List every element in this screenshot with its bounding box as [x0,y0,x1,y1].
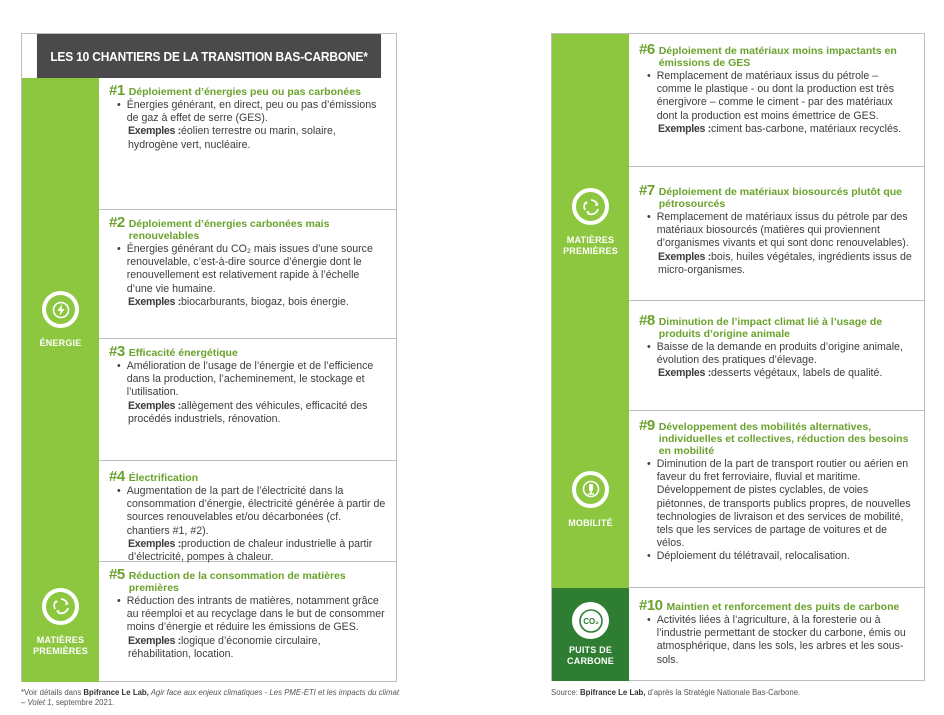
chantier-title: Déploiement d’énergies peu ou pas carbonées [128,86,361,98]
category-label: ÉNERGIE [39,338,82,348]
recycle-icon [42,588,79,625]
chantier-description: Réduction des intrants de matières, notamment grâce au réemploi et au recyclage dans le but de consommer moins d’énergie et réduire les émissions de GES. [126,595,385,634]
category-energie [22,78,99,562]
chantier-description: Baisse de la demande en produits d’origine animale, évolution des pratiques d’élevage. [656,341,903,367]
category-label: MATIÈRES PREMIÈRES [563,235,618,256]
chantier-number: #9 [639,417,655,434]
footnote-title: Agir face aux enjeux climatiques - Les PME-ETI et les impacts du climat – Volet 1, [21,688,400,707]
chantier-4: #4 Électrification • Augmentation de la part de l’électricité dans la consommation d’énergie, électricité générée à partir de sources renouvelables et/ou décarbonées (cf. chantiers #1, #2). Exemples :production de chaleur industrielle à partir d’électricité, pompes à chaleur. [99,461,396,562]
examples-text: bois, huiles végétales, ingrédients issus de micro-organismes. [658,250,912,276]
chantier-description: Amélioration de l’usage de l’énergie et de l’efficience dans la production, l’acheminement, le stockage et l’utilisation. [126,360,374,399]
chantier-title: Réduction de la consommation de matières premières [128,570,346,594]
chantier-description: Diminution de la part de transport routier ou aérien en faveur du fret ferroviaire, fluvial et maritime. Développement de pistes cyclables, de voies piétonnes, de transports publics propres, de nouvelles technologies de livraison et des services de mobilité, tels que les services de partage de voitures et de vélos. [656,458,911,550]
examples-text: ciment bas-carbone, matériaux recyclés. [710,122,902,135]
left-panel [21,33,397,682]
right-panel [551,33,925,681]
chantier-description: Augmentation de la part de l’électricité dans la consommation d’énergie, électricité générée à partir de sources renouvelables et/ou décarbonées (cf. chantiers #1, #2). [126,485,386,537]
examples-label: Exemples : [658,250,711,263]
chantier-8: #8 Diminution de l’impact climat lié à l’usage de produits d’origine animale • Baisse de la demande en produits d’origine animale, évolution des pratiques d’élevage. Exemples :desserts végétaux, labels de qualité. [629,301,924,411]
category-matieres-premieres [552,34,629,411]
chantier-title: Développement des mobilités alternatives, individuelles et collectives, réduction des besoins en mobilité [658,421,909,457]
examples-text: logique d’économie circulaire, réhabilitation, location. [128,634,321,660]
mobility-icon [572,471,609,508]
chantier-number: #4 [109,468,125,485]
chantier-title: Diminution de l’impact climat lié à l’usage de produits d’origine animale [658,316,883,340]
examples-label: Exemples : [658,367,711,380]
chantier-title: Déploiement de matériaux biosourcés plutôt que pétrosourcés [658,186,902,210]
examples-text: éolien terrestre ou marin, solaire, hydrogène vert, nucléaire. [128,125,336,151]
svg-text:CO₂: CO₂ [582,616,599,626]
chantier-description: Remplacement de matériaux issus du pétrole par des matériaux biosourcés (matières qui proviennent d’organismes vivants et qui sont donc renouvelables). [656,211,909,250]
category-label: PUITS DE CARBONE [567,645,614,666]
chantier-title: Déploiement d’énergies carbonées mais renouvelables [128,218,330,242]
examples-label: Exemples : [658,122,711,135]
chantier-description-2: Déploiement du télétravail, relocalisation. [656,550,850,563]
chantier-description: Énergies générant, en direct, peu ou pas d’émissions de gaz à effet de serre (GES). [126,99,377,125]
examples-text: allègement des véhicules, efficacité des procédés industriels, rénovation. [128,399,368,425]
chantier-title: Maintien et renforcement des puits de carbone [666,601,900,613]
right-footnote: Source: Bpifrance Le Lab, d’après la Stratégie Nationale Bas-Carbone. [551,688,801,697]
examples-text: production de chaleur industrielle à partir d’électricité, pompes à chaleur. [128,537,373,564]
chantier-2: #2 Déploiement d’énergies carbonées mais renouvelables • Énergies générant du CO₂ mais issues d’une source renouvelable, c’est-à-dire source d’énergie dont le renouvellement est relativement rapide à l’échelle d’une vie humaine. Exemples :biocarburants, biogaz, bois énergie. [99,210,396,339]
examples-label: Exemples : [128,125,181,138]
examples-label: Exemples : [128,634,181,647]
chantier-10: #10 Maintien et renforcement des puits de carbone • Activités liées à l’agriculture, à la foresterie ou à l’industrie permettant de stocker du carbone, émis ou atmosphérique, dans les sols, les arbres et les sous-sols. [629,588,924,681]
chantier-title: Efficacité énergétique [128,347,238,359]
chantier-number: #3 [109,343,125,360]
chantier-5: #5 Réduction de la consommation de matières premières • Réduction des intrants de matières, notamment grâce au réemploi et au recyclage dans le but de consommer moins d’énergie et réduire les émissions de GES. Exemples :logique d’économie circulaire, réhabilitation, location. [109,566,385,660]
footnote-source: Bpifrance Le Lab, [580,688,646,697]
category-label: MATIÈRES PREMIÈRES [33,634,88,656]
chantier-6: #6 Déploiement de matériaux moins impactants en émissions de GES • Remplacement de matériaux issus du pétrole – comme le plastique - ou dont la production est très énergivore – comme le ciment - par des matériaux dont la production est moins émettrice de GES. Exemples :ciment bas-carbone, matériaux recyclés. [629,34,924,167]
page-title: LES 10 CHANTIERS DE LA TRANSITION BAS-CARBONE* [37,34,381,78]
category-matieres-premieres [22,562,99,682]
chantier-3: #3 Efficacité énergétique • Amélioration de l’usage de l’énergie et de l’efficience dans la production, l’acheminement, le stockage et l’utilisation. Exemples :allègement des véhicules, efficacité des procédés industriels, rénovation. [99,339,396,461]
footnote-source: Bpifrance Le Lab, [83,688,149,697]
chantier-1: #1 Déploiement d’énergies peu ou pas carbonées • Énergies générant, en direct, peu ou pas d’émissions de gaz à effet de serre (GES). Exemples :éolien terrestre ou marin, solaire, hydrogène vert, nucléaire. [99,78,396,210]
chantier-number: #1 [109,82,125,99]
examples-label: Exemples : [128,295,181,308]
chantier-title: Déploiement de matériaux moins impactants en émissions de GES [658,45,897,69]
category-mobilite [552,411,629,588]
chantier-description: Activités liées à l’agriculture, à la foresterie ou à l’industrie permettant de stocker du carbone, émis ou atmosphérique, dans les sols, les arbres et les sous-sols. [656,614,906,666]
chantier-number: #2 [109,214,125,231]
examples-text: biocarburants, biogaz, bois énergie. [180,295,349,308]
lightning-icon [42,291,79,328]
chantier-description: Remplacement de matériaux issus du pétrole – comme le plastique - ou dont la production est très énergivore – comme le ciment - par des matériaux dont la production est moins émettrice de GES. [656,70,895,122]
chantier-number: #6 [639,41,655,58]
examples-label: Exemples : [128,399,181,412]
co2-icon [572,602,609,639]
chantier-number: #8 [639,312,655,329]
chantier-number: #10 [639,597,663,614]
left-footnote: *Voir détails dans Bpifrance Le Lab, Agir face aux enjeux climatiques - Les PME-ETI et les impacts du climat – Volet 1, septembre 2021. [21,688,400,707]
chantier-title: Électrification [128,472,199,484]
examples-label: Exemples : [128,537,181,550]
category-label: MOBILITÉ [568,517,613,528]
category-puits-de-carbone [552,588,629,681]
recycle-icon [572,188,609,225]
chantier-7: #7 Déploiement de matériaux biosourcés plutôt que pétrosourcés • Remplacement de matériaux issus du pétrole par des matériaux biosourcés (matières qui proviennent d’organismes vivants et qui sont donc renouvelables). Exemples :bois, huiles végétales, ingrédients issus de micro-organismes. [629,167,924,301]
chantier-9: #9 Développement des mobilités alternatives, individuelles et collectives, réduction des besoins en mobilité • Diminution de la part de transport routier ou aérien en faveur du fret ferroviaire, fluvial et maritime. Développement de pistes cyclables, de voies piétonnes, de transports publics propres, de nouvelles technologies de livraison et des services de mobilité, tels que les services de partage de voitures et de vélos. • Déploiement du télétravail, relocalisation. [629,411,924,588]
examples-text: desserts végétaux, labels de qualité. [710,367,883,380]
chantier-number: #7 [639,182,655,199]
chantier-description: Énergies générant du CO₂ mais issues d’une source renouvelable, c’est-à-dire source d’énergie dont le renouvellement est relativement rapide à l’échelle d’une vie humaine. [126,243,373,295]
chantier-number: #5 [109,566,125,583]
